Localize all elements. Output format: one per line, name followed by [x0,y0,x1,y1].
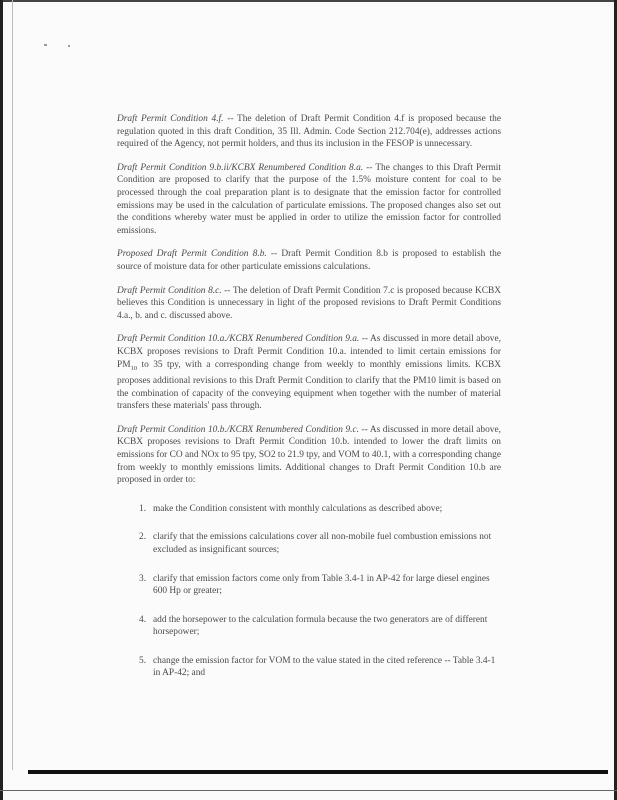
paragraph-text: -- The deletion of Draft Permit Condition 4.f is proposed because the regulation quoted in this draft Condition, 35 Ill. Admin. Code Section 212.704(e), addresses actions required of the Agency, not permit holders, and thus its inclusion in the FESOP is unnecessary. [117,114,501,150]
scan-edge-bottom-line [0,790,617,791]
list-number: 2. [139,532,147,543]
paragraph-9bii [117,162,501,238]
list-number: 4. [139,614,147,625]
list-text: clarify that the emissions calculations cover all non-mobile fuel combustion emissions not excluded as insignificant sources; [153,532,492,555]
list-item [117,531,501,556]
scan-speck [68,45,70,47]
paragraph-text: -- The changes to this Draft Permit Condition are proposed to clarify that the purpose of the 1.5% moisture content for coal to be processed through the coal preparation plant is to designate that the emission factor for controlled emissions may be used in the calculation of particulate emissions. The proposed changes also set out the conditions whereby water must be applied in order to utilize the emission factor for controlled emissions. [117,162,501,236]
paragraph-heading: Draft Permit Condition 10.b./KCBX Renumbered Condition 9.c. [117,424,359,435]
paragraph-heading: Draft Permit Condition 9.b.ii/KCBX Renumbered Condition 8.a. [117,162,364,173]
paragraph-heading: Draft Permit Condition 8.c. [117,285,222,296]
list-text: make the Condition consistent with monthly calculations as described above; [153,503,443,514]
paragraph-text: -- Draft Permit Condition 8.b is proposed to establish the source of moisture data for other particulate emissions calculations. [117,249,502,272]
paragraph-heading: Draft Permit Condition 4.f. [117,114,224,124]
scan-edge-left-inner [12,0,13,770]
list-item [117,503,501,516]
list-number: 5. [139,655,147,666]
list-item [117,573,501,598]
list-number: 3. [139,573,147,584]
paragraph-heading: Draft Permit Condition 10.a./KCBX Renumbered Condition 9.a. [117,334,360,345]
paragraph-4f [117,113,501,151]
paragraph-8c [117,285,501,323]
list-item [117,614,501,639]
paragraph-text-cont: to 35 tpy, with a corresponding change from weekly to monthly emissions limits. KCBX proposes additional revisions to this Draft Permit Condition to clarify that the PM10 limit is based on the combination of capacity of the conveying equipment when together with the number of material transfers these materials' pass through. [117,359,501,412]
paragraph-10b [117,424,501,487]
list-text: clarify that emission factors come only from Table 3.4-1 in AP-42 for large diesel engines 600 Hp or greater; [153,573,490,597]
scan-speck [44,44,47,46]
list-text: add the horsepower to the calculation formula because the two generators are of different horsepower; [153,614,488,638]
list-number: 1. [139,503,147,514]
paragraph-text: -- As discussed in more detail above, KCBX proposes revisions to Draft Permit Condition 10.a. intended to limit certain emissions for PM [117,334,502,370]
document-body [117,113,501,696]
paragraph-8b [117,248,501,273]
list-text: change the emission factor for VOM to the value stated in the cited reference -- Table 3.4-1 in AP-42; and [153,655,496,679]
changes-list [117,503,501,680]
scan-edge-left [0,0,3,800]
scan-edge-bottom-bar [28,770,608,774]
paragraph-text: -- As discussed in more detail above, KCBX proposes revisions to Draft Permit Condition 10.b. intended to lower the draft limits on emissions for CO and NOx to 95 tpy, SO2 to 21.9 tpy, and VOM to 40.1, with a corresponding change from weekly to monthly emissions limits. Additional changes to Draft Permit Condition 10.b are proposed in order to: [117,424,501,486]
paragraph-heading: Proposed Draft Permit Condition 8.b. [117,249,267,260]
paragraph-text: -- The deletion of Draft Permit Condition 7.c is proposed because KCBX believes this Condition is unnecessary in light of the proposed revisions to Draft Permit Conditions 4.a., b. and c. discussed above. [117,285,501,321]
scan-edge-top [0,0,617,2]
paragraph-10a [117,333,501,412]
pm-subscript: 10 [130,364,138,372]
list-item [117,655,501,680]
